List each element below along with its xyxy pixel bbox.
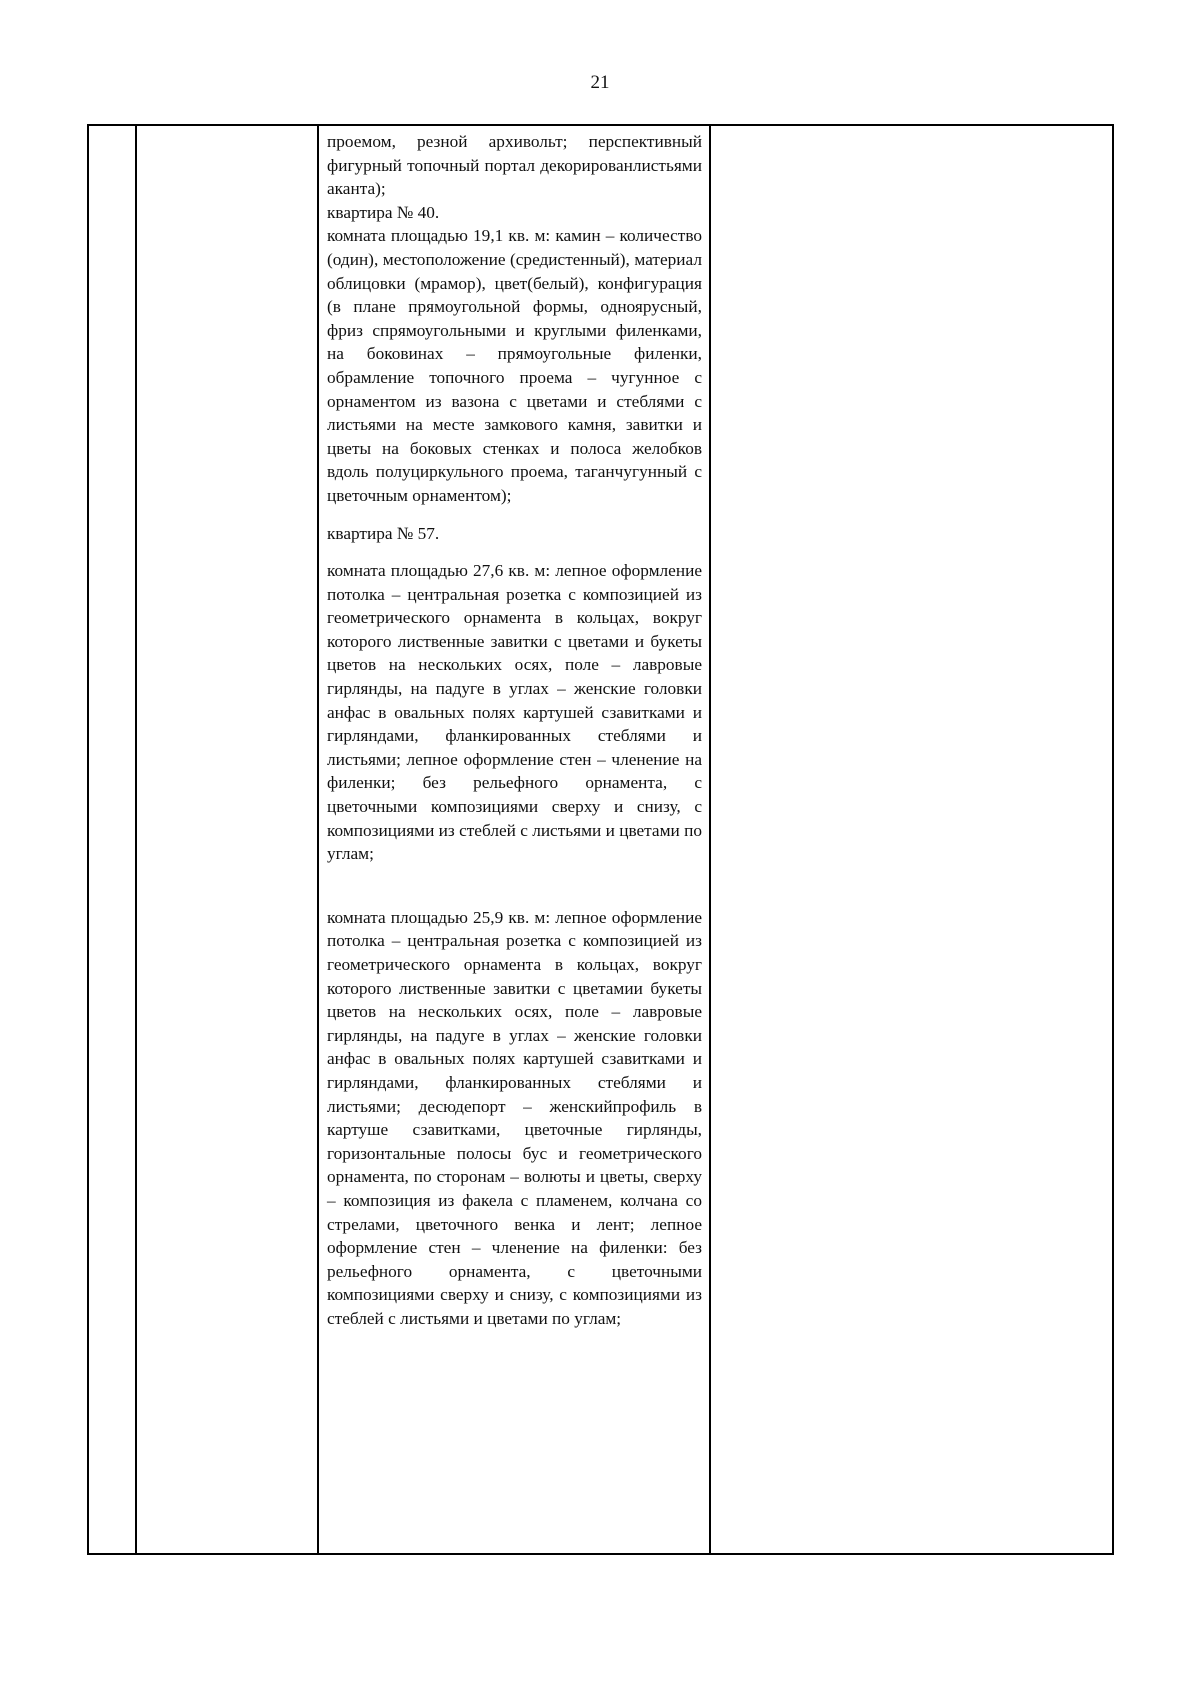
document-table xyxy=(87,124,1114,1555)
table-cell-description xyxy=(318,125,710,1554)
description-paragraph: комната площадью 27,6 кв. м: лепное оформление потолка – центральная розетка с композицией из геометрического орнамента в кольцах, вокруг которого лиственные завитки с цветами и букеты цветов на нескольких осях, поле – лавровые гирлянды, на падуге в углах – женские головки анфас в овальных полях картушей сзавитками и гирляндами, фланкированных стеблями и листьями; лепное оформление стен – членение на филенки; без рельефного орнамента, с цветочными композициями сверху и снизу, с композициями из стеблей с листьями и цветами по углам; xyxy=(327,561,702,864)
page-number: 21 xyxy=(590,72,610,93)
description-paragraph: комната площадью 25,9 кв. м: лепное оформление потолка – центральная розетка с композицией из геометрического орнамента в кольцах, вокруг которого лиственные завитки с цветамии букеты цветов на нескольких осях, поле – лавровые гирлянды, на падуге в углах – женские головки анфас в овальных полях картушей сзавитками и гирляндами, фланкированных стеблями и листьями; десюдепорт – женскийпрофиль в картуше сзавитками, цветочные гирлянды, горизонтальные полосы бус и геометрического орнамента, по сторонам – волюты и цветы, сверху – композиция из факела с пламенем, колчана со стрелами, цветочного венка и лент; лепное оформление стен – членение на филенки: без рельефного орнамента, с цветочными композициями сверху и снизу, с композициями из стеблей с листьями и цветами по углам; xyxy=(327,907,702,1328)
table-cell-number xyxy=(88,125,136,1554)
description-paragraph: комната площадью 19,1 кв. м: камин – количество (один), местоположение (средистенный), материал облицовки (мрамор), цвет(белый), конфигурация (в плане прямоугольной формы, одноярусный, фриз спрямоугольными и круглыми филенками, на боковинах – прямоугольные филенки, обрамление топочного проема – чугунное с орнаментом из вазона с цветами и стеблями с листьями на месте замкового камня, завитки и цветы на боковых стенках и полоса желобков вдоль полуциркульного проема, таганчугунный с цветочным орнаментом); xyxy=(327,226,702,505)
description-paragraph: квартира № 57. xyxy=(327,523,440,543)
table-row xyxy=(88,125,1113,1554)
table-cell-notes xyxy=(710,125,1113,1554)
description-paragraph: квартира № 40. xyxy=(327,202,440,222)
table-cell-object xyxy=(136,125,318,1554)
description-paragraph: проемом, резной архивольт; перспективный фигурный топочный портал декорированлистьями аканта); xyxy=(327,132,702,199)
